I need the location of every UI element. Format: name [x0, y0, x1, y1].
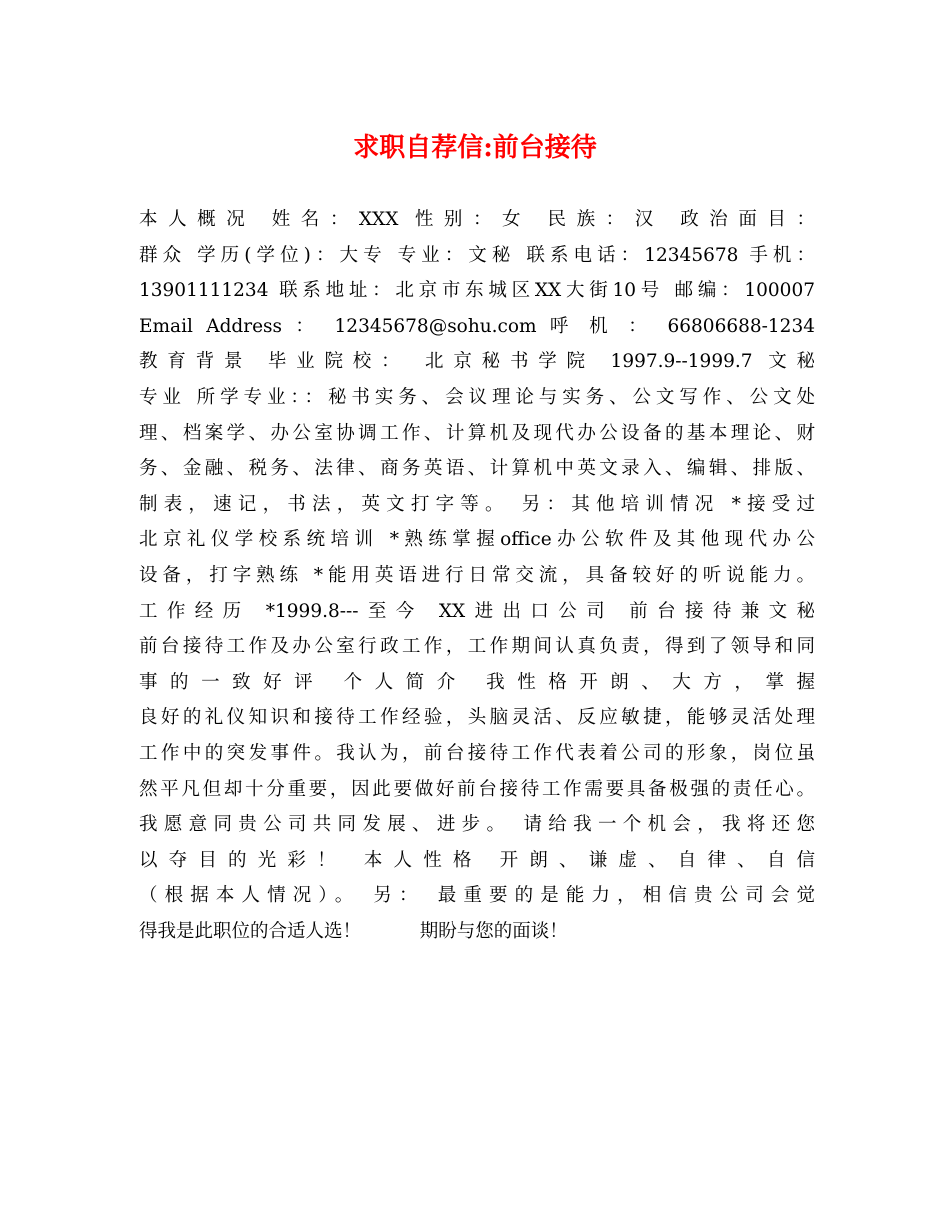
body-line: 我愿意同贵公司共同发展、进步。 请给我一个机会，我将还您 — [139, 814, 815, 836]
body-line: 制表，速记，书法，英文打字等。 另：其他培训情况 *接受过 — [139, 493, 815, 515]
body-line: 设备，打字熟练 *能用英语进行日常交流，具备较好的听说能力。 — [139, 564, 815, 586]
body-line: Email Address ： 12345678@sohu.com 呼 机 ： 66806688-1234 — [139, 315, 815, 337]
body-line: 事的一致好评 个人简介 我性格开朗、大方，掌握 — [139, 671, 815, 693]
body-line: 务、金融、税务、法律、商务英语、计算机中英文录入、编辑、排版、 — [139, 458, 815, 480]
body-line: 前台接待工作及办公室行政工作，工作期间认真负责，得到了领导和同 — [139, 636, 815, 658]
document-title: 求职自荐信:前台接待 — [353, 133, 597, 163]
body-line: 群众 学历(学位)：大专 专业：文秘 联系电话：12345678 手机： — [139, 244, 815, 266]
body-line: 良好的礼仪知识和接待工作经验，头脑灵活、反应敏捷，能够灵活处理 — [139, 707, 815, 729]
body-line: 13901111234 联系地址：北京市东城区XX大街10号 邮编：100007 — [139, 280, 815, 302]
body-line: 理、档案学、办公室协调工作、计算机及现代办公设备的基本理论、财 — [139, 422, 815, 444]
body-line: 教育背景 毕业院校： 北京秘书学院 1997.9--1999.7 文秘 — [139, 351, 815, 373]
body-line: 北京礼仪学校系统培训 *熟练掌握office办公软件及其他现代办公 — [139, 529, 815, 551]
body-line: 然平凡但却十分重要，因此要做好前台接待工作需要具备极强的责任心。 — [139, 778, 815, 800]
body-line: 本人概况 姓名：XXX 性别：女 民族：汉 政治面目： — [139, 209, 815, 230]
document-body — [139, 202, 815, 949]
body-line: 专业 所学专业：：秘书实务、会议理论与实务、公文写作、公文处 — [139, 386, 815, 408]
body-line: 工作经历 *1999.8---至今 XX进出口公司 前台接待兼文秘 — [139, 600, 815, 622]
body-line: （根据本人情况）。 另： 最重要的是能力，相信贵公司会觉 — [139, 885, 815, 907]
body-line-last: 得我是此职位的合适人选！ 期盼与您的面谈！ — [139, 920, 568, 942]
body-line: 工作中的突发事件。我认为，前台接待工作代表着公司的形象，岗位虽 — [139, 742, 815, 764]
body-line: 以夺目的光彩！ 本人性格 开朗、谦虚、自律、自信 — [139, 849, 815, 871]
